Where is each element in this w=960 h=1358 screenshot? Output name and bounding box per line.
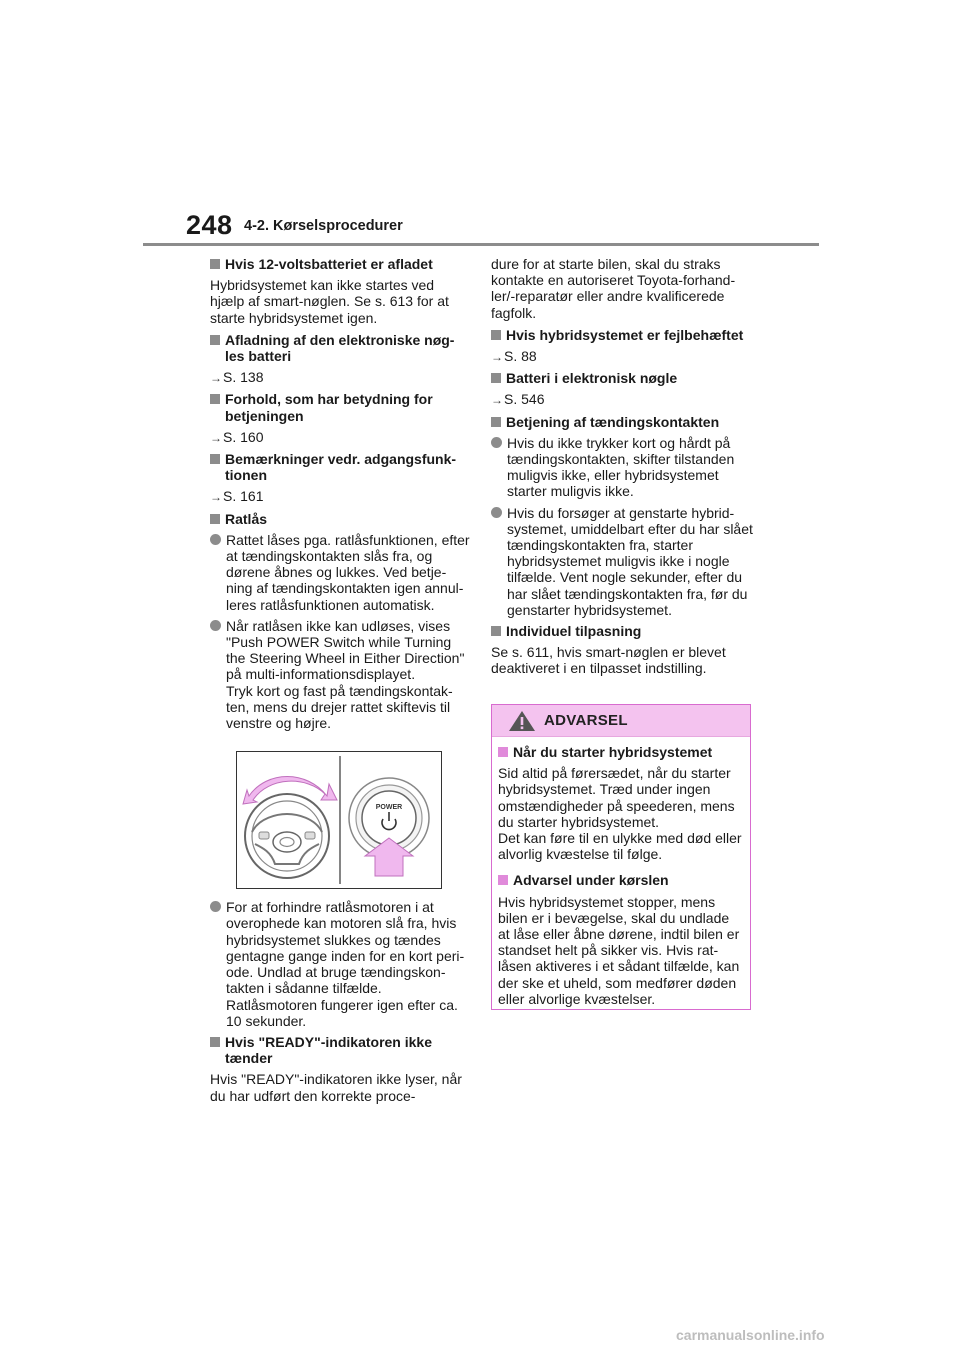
square-bullet-icon (210, 1037, 220, 1047)
page-reference (210, 369, 472, 386)
heading-text: Ratlås (225, 510, 268, 527)
square-bullet-icon (210, 259, 220, 269)
page-reference (491, 391, 753, 408)
warning-paragraph (498, 765, 744, 862)
warning-triangle-icon (508, 710, 536, 732)
paragraph: dure for at starte bilen, skal du straks kontakte en autoriseret Toyota-forhand-ler/-reparatør eller andre kvalificerede fagfolk. (491, 256, 736, 321)
heading-text: Hvis "READY"-indikatoren ikke tænder (225, 1033, 432, 1067)
section-title: 4-2. Kørselsprocedurer (244, 218, 403, 234)
bullet-item (491, 435, 753, 500)
reference-text: S. 88 (504, 348, 537, 365)
heading-key-battery (210, 332, 472, 364)
paragraph: Hvis "READY"-indikatoren ikke lyser, når du har udført den korrekte proce- (210, 1071, 462, 1104)
square-bullet-icon (491, 330, 501, 340)
heading-key-battery-right (491, 370, 753, 386)
warning-text: Sid altid på førersædet, når du starter hybridsystemet. Træd under ingen omstændigheder på speederen, mens du starter hybridsystemet. (498, 765, 735, 830)
heading-battery-discharged (210, 256, 472, 272)
page-reference (491, 348, 753, 365)
heading-text: Afladning af den elektroniske nøg-les batteri (225, 331, 455, 365)
warning-heading-start (498, 744, 744, 760)
round-bullet-icon (210, 901, 221, 912)
arrow-icon: → (210, 430, 222, 445)
warning-header (492, 705, 750, 737)
bullet-text: Hvis du ikke trykker kort og hårdt på tændingskontakten, skifter tilstanden muligvis ikke, eller hybridsystemet starter muligvis ikke. (507, 434, 735, 500)
arrow-icon: → (491, 350, 503, 365)
heading-ignition-operation (491, 414, 753, 430)
heading-text: Hvis 12-voltsbatteriet er afladet (225, 256, 433, 272)
round-bullet-icon (491, 437, 502, 448)
reference-text: S. 161 (223, 488, 264, 505)
heading-hybrid-fault (491, 327, 753, 343)
reference-text: S. 546 (504, 391, 545, 408)
page-number: 248 (186, 210, 233, 240)
power-label: POWER (375, 804, 403, 812)
heading-conditions (210, 391, 472, 423)
paragraph: Hybridsystemet kan ikke startes ved hjælp af smart-nøglen. Se s. 613 for at starte hybridsystemet igen. (210, 277, 449, 326)
arrow-icon: → (210, 371, 222, 386)
bullet-text-continued: Ratlåsmotoren fungerer igen efter ca. 10 sekunder. (226, 996, 458, 1029)
square-bullet-icon (210, 514, 220, 524)
right-column (491, 256, 753, 683)
bullet-text: Når ratlåsen ikke kan udløses, vises "Push POWER Switch while Turning the Steering Wheel in Either Direction" på multi-informationsdisplayet. (226, 617, 465, 683)
reference-text: S. 160 (223, 428, 264, 445)
square-bullet-icon (210, 394, 220, 404)
heading-text: Når du starter hybridsystemet (513, 744, 713, 760)
warning-paragraph: Hvis hybridsystemet stopper, mens bilen er i bevægelse, skal du undlade at låse eller åbne dørene, indtil bilen er standset helt på sikker vis. Hvis rat-låsen aktiveres i et sådant tilfælde, kan der ske et uheld, som medfører døden eller alvorlige kvæstelser. (498, 893, 740, 1007)
heading-text: Hvis hybridsystemet er fejlbehæftet (506, 326, 744, 343)
heading-ready-indicator (210, 1034, 472, 1066)
heading-text: Betjening af tændingskontakten (506, 413, 720, 430)
square-bullet-icon (210, 454, 220, 464)
bullet-item (210, 618, 472, 731)
square-bullet-icon (491, 626, 501, 636)
heading-access-notes (210, 451, 472, 483)
warning-heading-driving (498, 872, 744, 888)
bullet-text: Rattet låses pga. ratlåsfunktionen, efter at tændingskontakten slås fra, og dørene åbnes og lukkes. Ved betje-ning af tændingskontakten igen annul-leres ratlåsfunktionen automatisk. (226, 531, 470, 613)
paragraph: Se s. 611, hvis smart-nøglen er blevet deaktiveret i en tilpasset indstilling. (491, 644, 726, 677)
left-column (210, 256, 472, 1110)
page-reference (210, 429, 472, 446)
arrow-icon: → (210, 490, 222, 505)
heading-text: Forhold, som har betydning for betjeningen (225, 391, 433, 424)
round-bullet-icon (491, 507, 502, 518)
arrow-icon: → (491, 393, 503, 408)
bullet-text-continued: Tryk kort og fast på tændingskontak-ten, mens du drejer rattet skiftevis til venstre og højre. (226, 682, 453, 732)
bullet-item (210, 899, 472, 1029)
bullet-text: For at forhindre ratlåsmotoren i at overophede kan motoren slå fra, hvis hybridsystemet slukkes og tændes gentagne gange inden for en kort peri-ode. Undlad at bruge tændingskon-takten i sådanne tilfælde. (226, 899, 465, 997)
bullet-item (210, 532, 472, 613)
heading-text: Batteri i elektronisk nøgle (506, 370, 678, 387)
square-bullet-icon (491, 417, 501, 427)
bullet-text: Hvis du forsøger at genstarte hybrid-systemet, umiddelbart efter du har slået tændingskontakten fra, starter hybridsystemet muligvis ikke i nogle tilfælde. Vent nogle sekunder, efter du har slået tændingskontakten fra, før du genstarter hybridsystemet. (507, 504, 753, 618)
page-reference (210, 488, 472, 505)
warning-box (491, 704, 751, 1010)
warning-title: ADVARSEL (544, 712, 628, 729)
heading-steering-lock (210, 511, 472, 527)
reference-text: S. 138 (223, 369, 264, 386)
round-bullet-icon (210, 534, 221, 545)
header-rule (143, 243, 819, 246)
heading-customization (491, 623, 753, 639)
square-bullet-icon (498, 747, 508, 757)
square-bullet-icon (491, 373, 501, 383)
warning-body (492, 737, 750, 1007)
heading-text: Advarsel under kørslen (513, 872, 669, 889)
square-bullet-icon (498, 875, 508, 885)
watermark: carmanualsonline.info (676, 1327, 825, 1343)
square-bullet-icon (210, 335, 220, 345)
steering-wheel-icon (245, 794, 329, 878)
bullet-item (491, 505, 753, 618)
round-bullet-icon (210, 620, 221, 631)
heading-text: Individuel tilpasning (506, 623, 642, 640)
warning-text-continued: Det kan føre til en ulykke med død eller alvorlig kvæstelse til følge. (498, 830, 742, 863)
steering-wheel-power-figure (236, 751, 442, 889)
heading-text: Bemærkninger vedr. adgangsfunk-tionen (225, 451, 457, 484)
